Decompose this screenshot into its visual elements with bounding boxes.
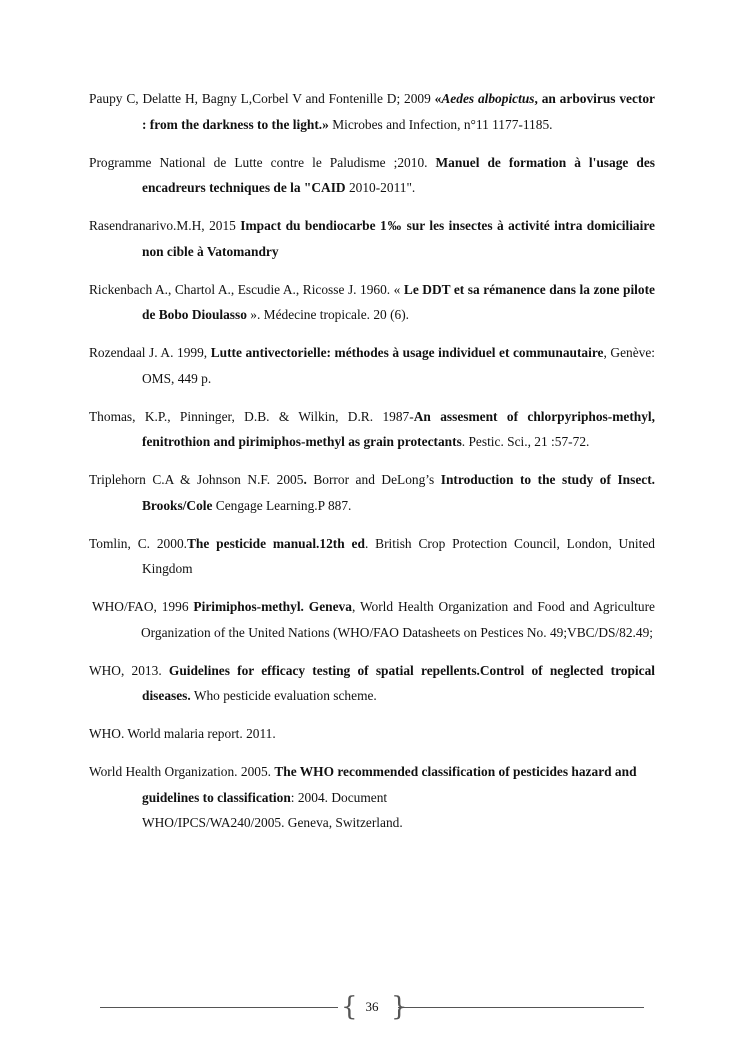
ref-title: Introduction to the study of Insect. Brooks/Cole: [142, 472, 656, 513]
ref-source: : 2004. Document: [290, 789, 388, 805]
ref-text: Rozendaal J. A. 1999,: [89, 345, 211, 360]
reference-entry: [89, 277, 655, 328]
ref-title: Lutte antivectorielle: méthodes à usage individuel et communautaire: [210, 345, 604, 360]
ref-title: Guidelines for efficacy testing of spatial repellents.Control of neglected tropical diseases.: [142, 662, 655, 703]
ref-text: WHO/FAO, 1996: [92, 599, 194, 614]
footer-rule-left: [100, 1007, 338, 1008]
ref-text: Thomas, K.P., Pinninger, D.B. & Wilkin, D.R. 1987-: [89, 408, 414, 424]
ref-text: World Health Organization. 2005.: [89, 764, 275, 779]
ref-source: , World Health Organization and Food and Agriculture Organization of the United Nations (WHO/FAO Datasheets on Pestices No. 49;VBC/DS/82.49;: [141, 599, 655, 640]
ref-title: Manuel de formation à l'usage des encadreurs techniques de la "CAID: [142, 154, 655, 195]
ref-title: , an arbovirus vector : from the darkness to the light.»: [142, 91, 656, 132]
ref-source: WHO/IPCS/WA240/2005. Geneva, Switzerland.: [142, 815, 403, 830]
ref-bold: .: [303, 472, 307, 487]
reference-entry: [89, 759, 655, 836]
reference-entry: [89, 150, 655, 201]
reference-entry: [89, 594, 655, 645]
ref-title: An assesment of chlorpyriphos-methyl, fenitrothion and pirimiphos-methyl as grain protectants: [142, 408, 655, 449]
reference-entry: [89, 658, 655, 709]
reference-entry: [89, 467, 655, 518]
ref-source: Cengage Learning.P 887.: [212, 497, 352, 513]
ref-text: Rasendranarivo.M.H, 2015: [89, 218, 241, 233]
page-number: 36: [365, 999, 379, 1014]
ref-source: Microbes and Infection, n°11 1177-1185.: [328, 116, 553, 132]
ref-title: The WHO recommended classification of pesticides hazard and guidelines to classification: [142, 764, 637, 805]
ref-bold: «: [434, 91, 442, 106]
ref-title: Le DDT et sa rémanence dans la zone pilote de Bobo Dioulasso: [142, 281, 655, 322]
footer-brace-right: }: [391, 992, 408, 1022]
ref-text: WHO, 2013.: [89, 662, 169, 678]
ref-title: Impact du bendiocarbe 1‰ sur les insectes à activité intra domiciliaire non cible à Vatomandry: [142, 218, 655, 259]
reference-entry: [89, 404, 655, 455]
ref-text: WHO. World malaria report. 2011.: [89, 726, 276, 741]
reference-entry: [89, 721, 655, 747]
ref-source: ». Médecine tropicale. 20 (6).: [246, 307, 410, 322]
reference-entry: [89, 86, 655, 137]
page-footer: [100, 992, 644, 1024]
ref-text: Triplehorn C.A & Johnson N.F. 2005: [89, 472, 304, 487]
reference-entry: [89, 340, 655, 391]
ref-source: . Pestic. Sci., 21 :57-72.: [461, 434, 590, 449]
ref-text: Programme National de Lutte contre le Paludisme ;2010.: [89, 154, 436, 170]
ref-source: , Genève: OMS, 449 p.: [142, 345, 656, 386]
ref-text: Paupy C, Delatte H, Bagny L,Corbel V and Fontenille D; 2009: [89, 91, 435, 106]
footer-brace-left: {: [341, 992, 358, 1022]
reference-entry: [89, 531, 655, 582]
footer-rule-right: [398, 1007, 644, 1008]
ref-title: The pesticide manual.12th ed: [186, 535, 365, 551]
ref-source: Who pesticide evaluation scheme.: [190, 688, 377, 703]
ref-title: Pirimiphos-methyl. Geneva: [193, 599, 352, 614]
reference-list: [89, 86, 655, 848]
ref-species-italic: Aedes albopictus: [441, 91, 535, 106]
ref-text: Tomlin, C. 2000.: [89, 535, 187, 551]
ref-text: Borror and DeLong’s: [306, 472, 441, 487]
ref-source: 2010-2011".: [345, 180, 416, 195]
ref-text: Rickenbach A., Chartol A., Escudie A., Ricosse J. 1960. «: [89, 281, 404, 297]
reference-entry: [89, 213, 655, 264]
ref-source: . British Crop Protection Council, London, United Kingdom: [142, 535, 655, 576]
